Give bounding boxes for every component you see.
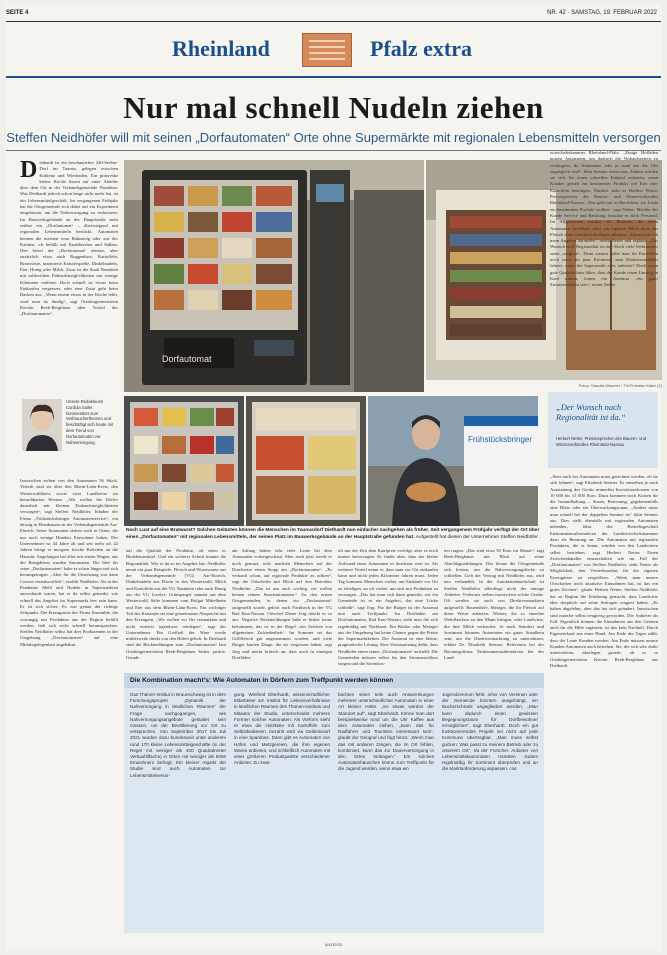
- caption-tail: Aufgestellt hat diesen der Unternehmer Steffen Neidhöfer.: [415, 534, 539, 540]
- article-column-7: wirtschaftskammer Rheinland-Pfalz. „Einige Hofläden nutzen Automaten, um dadurch die Verkaufszeiten zu verlängern, da Automaten teils ja rund um die Uhr zugänglich sind“, führt Seemer weiter aus. Zudem würden sie sich für einen schnellen Einkauf anbieten, wenn Kunden gezielt ein bestimmtes Produkt wie Eier oder Kartoffeln benötigen. Ähnlich sieht es Herbert Netter, Pressesprecher des Bauern- und Winzerverbandes Rheinland-Nassau. „Das geht nur in Bereichen, wo Leute ein bestimmtes Produkt wollen“, sagt Netter. Möchte der Kunde Service und Beratung, brauche es doch Personal. Im Allgemeinen würden die Betriebe, die einen Automaten betrieben, etwa zur eigenen Milch noch das Fleisch eines Landwirtskollegen anbieten. „Dann kann ich mein Angebot abrunden“, meint Netter und ergänzt: „Der Wunsch nach Regionalität ist da.“ Doch viele Verbraucher seien „wegfaul“. Denn warum sollte man für Kartoffeln noch extra ein paar Kilometer zum Direktvermarkter fahren, wenn der Supermarkt alles anbietet? Doch wenn gute Qualität dazu führe, dass der Kunde einen Umweg in Kauf nimmt, könne ein Automat „ein guter Zusatzverdienst sein“, meint Netter.: [550, 150, 658, 288]
- article-text: iethardt ist ein beschauliches 240-Seelen-Dorf im Taunus, gelegen zwischen Koblenz und Wiesbaden. Ein pittoreske kleine Kirche thront auf einer Anhöhe über dem Ort in der Verbandsgemeinde Nastätten. Was Diethardt jedoch schon lange nicht mehr hat, ist ein Lebensmittelgeschäft. Im vergangenen Frühjahr hat die Ortsgemeinde sich daher auf ein Experiment eingelassen, um die Nahversorgung zu verbessern: Im Bauwerksgebäude an der Hauptstraße steht seither ein „Dorfautomat“ – überwiegend mit regionalen Lebensmitteln bestückt. Automaten kennen die meisten vom Bahnsteig oder aus der Kantine, oft befüllt mit Knabbereien und Süßem. Den bietet der „Dorfautomat“ ebenso, aber zusätzlich etwa auch Roggenbrot, Kartoffeln, Bratwürste, marinierte Kräuterspieße, Dinkelnudeln, Eier, Honig oder Milch. Zwar ist die Stadt Nastätten mit zahlreichen Einkaufsmöglichkeiten nur wenige Kilometer entfernt. Doch schnell ist etwas beim Einkaufen vergessen, oder eine Zutat geht beim Backen aus. „Wenn einem etwas in der Küche fehlt, wird man da fündig“, sagt Ortsbürgermeisterin Kerstin Reek-Bergbäuer über Vorteil des „Dorfautomaten“.: [20, 160, 118, 317]
- info-column-2: gung. Winfried Eberhardt, wissenschaftlicher Mitarbeiter am Institut für Lebensverhältnisse in ländlichen Räumen des Thünen-Instituts und Mitautor der Studie, unterscheidet mehrere Formen solcher Automaten: Als Vorform sieht er etwa die Holzkiste mit Kartoffeln zum Selbstbedienen, bezahlt wird via Geldeinwurf in eine Spardose. Dann gibt es Automaten von Höfen und Metzgereien, die ihre eigenen Waren anbieten, und schließlich Automaten mit einer größeren Produktpalette verschiedener Anbieter. Zu zwei-: [234, 692, 330, 766]
- photo-regional-products: [246, 396, 366, 526]
- van-sign: Frühstücksbringer: [468, 435, 533, 444]
- article-column-5: oft mit der Zeit dem Kaufpreis verfolgt, aber es noch immer bevorzugen. Er findet aber, dass der kleine Aufwand eines Automaten es durchaus wert ist. Als weiterer Vorteil nennt er, dass man vor Ort einkaufen kann und nicht jeden Kilometer fahren muss. Jeden Tag kommen Menschen vorbei, um Einkäufe vor Ort zu erledigen, zu oft vorbei, um sich mit Produkten zu versorgen. „Das hat man sich dann gemerkt, wir ein Gemeinde ist es ein Angebot, das eine Lücke schließt“, sagt Jörg. Für die Bürger ist der Automat nun auch Treffpunkt. Im Dorfladen am Dorfautomaten, Bad Ems-Nassau, sieht man die sich regelmäßig mit Nachbarn. Ein Bäcker oder Metzger aus der Umgebung hat keine Chance gegen die Preise der Supermarktketten. Der Automat ist eine kleine, pragmatische Lösung. Eine Voraussetzung dafür, dass Neidhöfer einen seiner „Dorfautomaten“ aufstellt: Die Gemeinden müssen selbst für den Stromanschluss sorgen und die Stromkos-: [338, 548, 438, 667]
- section-title-left: Rheinland: [172, 36, 270, 61]
- article-column-8: „Aber auch bei Automaten muss gerechnet werden, ob sie sich lohnen“, sagt Elisabeth Seemer. Es entstehen je nach Ausstattung des Geräts immerhin Investitionskosten von 10 000 bis 15 000 Euro. Dazu kommen noch Kosten für die Instandhaltung – Strom, Betreuung, gegebenenfalls eine Hütte oder ein Überwachungsraum. „Anders muss man schnell bei der doppelten Summe ist“ führt Seemer aus. Dies stellt ebenfalls mit regionalen Automaten nebenbei, führt des Betriebsgeschäft Einkommensalternativen der Landwirtschaftskammer dazu als Beratung an. Die Automaten mit regionalen Produkten, die er kennt, würden von den Landwirten selbst betrieben, sagt Herbert Netter. Einen Zwischenhändler einzuschalten wie im Fall der „Dorfautomaten“ von Steffen Neidhöfer, sieht Netter als Möglichkeit, den Vertriebsradius für die eigenen Erzeugnisse zu vergrößern. „Wenn man unsere Ortschaften noch attraktive Einnahmen hat, ist das ein gutes Zeichen“, glaubt Herbert Netter. Steffen Neidhöfer hat zu Beginn die Erfahrung gemacht, dass Landwirte eher skeptisch auf seine Anfragen reagiert haben. „Es haben abgelehnt, aber das hat sich geändert. Inzwischen sind manche selbst neugierig geworden. Die Anbieter als Fall. Eigentlich können die Einnahmen aus den Geräten auch für die Hilfe ergänzen, ist das kein Nachteil. Durch Eigenverkauf aus einer Hand. Am Ende des Tages zählt, dass die Leute Kunden werden. Am Ende müssen unsere Kunden Automaten auch bestehen. Sie, die sich sehr dafür interessieren, überlegen gerade, ob es so Ortsbürgermeisterin Kerstin Reek-Bergbäuer aus Diethardt.: [550, 474, 658, 668]
- photo-caption: [126, 528, 540, 541]
- dropcap: D: [20, 160, 38, 183]
- headline: Nur mal schnell Nudeln ziehen: [123, 90, 544, 125]
- vending-machine-illustration: [124, 160, 424, 392]
- caption-lead: Noch Lust auf eine Bratwurst? Solchen Gelüsten können die Menschen im Taunusdorf Diethardt nun einfacher nachgehen als früher. Seit vergangenem Frühjahr verfügt der Ort über einen „Dorfautomaten“ mit regionalen Lebensmitteln, der seinen Platz im Bauwerksgebäude an der Hauptstraße gefunden hat.: [126, 528, 540, 540]
- subheadline: Steffen Neidhöfer will mit seinen „Dorfautomaten“ Orte ohne Supermärkte mit regionalen Lebensmitteln versorgen: [6, 130, 661, 145]
- section-title-right: Pfalz extra: [370, 36, 472, 61]
- info-box-title: Die Kombination macht's: Wie Automaten in Dörfern zum Treffpunkt werden können: [130, 677, 394, 684]
- info-column-4: Jugendzentrum fehlt. Infos von Vereinen oder der Gemeinde könnten ausgehängt, ein Bücherschrank angegliedert werden. „Man kann dadurch einen gewissen Begegnungsraum für Dorfbewohner ermöglichen“, sagt Eberhardt. Doch ein gut funktionierendes Projekt sei nicht auf jede Kommune übertragbar. „Man muss selbst gucken: Was passt zu meinem Betrieb oder zu unserem Ort“, rät der Forscher. Anbieter von Lebensmittelautomaten müssten zudem regelmäßig ihr Sortiment überprüfen und an die Marktanforderung anpassen. cos: [442, 692, 538, 772]
- page-number: SEITE 4: [6, 10, 29, 16]
- state-flag-icon: [302, 33, 352, 67]
- article-column-4: am Anfang hätten sehr viele Leute bei dem Automaten vorbeigeschaut. Aber auch jetzt werde er noch genutzt, teils machten Menschen auf der Durchreise einen Stopp am „Dorfautomaten“. „Es verkauft schon, auf regionale Produkte zu achten“, sagt die Ortschefin mit Blick auf den Betreiber Neidhöfer. „Das ist uns auch wichtig, wir wollen keinen reinen Snackautomaten.“ Zu den ersten Ortsgemeinden, in denen ein „Dorfautomat“ aufgestellt wurde, gehört auch Fachbach in der VG Bad Ems-Nassau. Ortschef Dieter Jörg drückt es so aus: Negative Rückmeldungen habe er bisher keine bekommen, das ist in der Regel „ein Zeichen von allgemeiner Zufriedenheit“. Im Sommer sei das Grillfleisch gut angenommen worden, und viele Bürger kaufen Dinge, die sie vergessen haben, sagt Jörg und merkt kritisch an, dass auch in einzigen Dorfläden: [232, 548, 332, 661]
- section-banner: [6, 32, 661, 72]
- issue-date: NR. 42 · SAMSTAG, 19. FEBRUAR 2022: [547, 10, 657, 16]
- info-column-1: Das Thünen-Institut in Braunschweig ist in dem Forschungsprojekt „Dynamik der Nahversorgung in ländlichen Räumen“ der Frage nachgegangen, wie Nahversorgungsangebote gestaltet sein müssen, um der Bevölkerung vor Ort zu entsprechen. Von September 2017 bis Juli 2021 wurden dazu bundesweit unter anderem rund 170 kleine Lebensmittelgeschäfte (in der Regel mit weniger als 400 Quadratmeter Verkaufsfläche) in Orten mit weniger als 5000 Einwohnern befragt. Ein kleiner Aspekt der Studie sind auch Automaten zur Lebensmittelversor-: [130, 692, 226, 778]
- machine-sign: Dorfautomat: [162, 354, 212, 364]
- author-box: [22, 399, 114, 471]
- section-rule: [6, 76, 661, 78]
- author-avatar: [22, 399, 62, 451]
- quote-attribution: Herbert Netter, Pressesprecher des Bauern- und Winzerverbandes Rheinland-Nassau: [556, 436, 647, 447]
- photo-steffen-neidhoefer: [368, 396, 538, 526]
- quote-text: „Der Wunsch nach Regionalität ist da.“: [556, 402, 626, 422]
- header-rule: [6, 21, 661, 22]
- article-column-1: [20, 160, 118, 396]
- photo-machine-shelves: [124, 396, 244, 526]
- newspaper-page: [6, 4, 661, 951]
- page-footer: ANZEIGE: [324, 942, 343, 947]
- quote-box: [548, 392, 658, 468]
- article-column-3: auf die Qualität der Produkte, oft seien es Biolebensmittel. Und ein weiterer Schritt konnte die Regionalität. Wie er da so im Angebot hat: Neidhöfer nennt ein paar Beispiele: Fleisch und Wurstwaren aus der Verbandsgemeinde (VG) Aar-Einrich, Dinkelnudeln aus Flacht in den Westerwald, Milch und Kartoffeln aus der VG Nastätten oder auch Honig aus der VG Loreley. Grünspargel stammt aus dem Westerwald, Säfte kommen vom Hofgut Mittelheim und Eier aus dem Rhein-Lahn-Kreis. Ein wichtiger Teil des Konzepts sei eine gemeinsame Absprache mit den Erzeugern. „Wir wollen vor Ort vermarkten und nicht einfach irgendwas reinlegen“, sagt der Unternehmer. Ein Großteil der Ware werde mittlerweile direkt von den Höfen geholt. In Diethardt sind die Rückmeldungen zum „Dorfautomaten“ laut Ortsbürgermeisterin Reek-Bergbäuer bisher positiv. Gerade: [126, 548, 226, 661]
- author-bio: Unsere Redakteurin Cordula Sailer kommentiert zum Verbraucherthemen und beschäftigt sich heute mit dem Trend von Dorfautomaten zur Nahversorgung.: [66, 399, 114, 445]
- photo-vending-machine: [124, 160, 424, 392]
- info-column-3: bachten seien teils auch Ansammlungen mehrerer unterschiedlicher Automaten in einer Art kleiner Hütte. „So etwas werden der Standort auf“, sagt Eberhardt. Könne man dort beispielsweise rund um die Uhr Kaffee aus dem Automaten ziehen, „kann das für Radfahrer und Touristen interessant sein“, glaubt der Geograf und fügt hinzu: „Wenn man das mit anderen Dingen, die im Ort fehlen, kombiniert, kann das zur Dauerversorgung in den Orten beitragen.“ Ein solches Automatenhäuschen könne zum Treffpunkt für die Jugend werden, wenn etwa ein: [338, 692, 434, 772]
- article-column-6: ten tragen. „Das sind etwa 50 Euro im Monat“, sagt Reek-Bergbäuer mit Blick auf seine Abschlagszahlungen. Das könne die Ortsgemeinde sich leisten, um die Nahversorgungslücke zu schließen. Lieft der Vertrag mit Neidhöfer aus, wird neu verhandelt. In der Automatenlandschaft ist Steffen Neidhöfer allerdings nicht der einzige Anbieter. Vielerorts stehen inzwischen solche Geräte. Oft werden sie auch von Direktvermarktern aufgestellt: Bauernhöfe, Metzger, die ihr Fleisch auf diese Weise anbieten, Winzer, die so einzelne Weinflaschen an den Mann bringen, oder Landwirte, die ihre Milch verkaufen. Je nach Standort und Sortiment könnten Automaten ein gutes Standbein sein, um die Direktvermarktung zu unterstützen, erklärt Dr. Elisabeth Seemer, Referentin bei der Beratungsfirma Einkommensalternativen bei der Land-: [444, 548, 544, 661]
- article-column-2: Inzwischen stehen von den Automaten 56 Stück. Verteilt sind sie über den Rhein-Lahn-Kreis, den Westerwaldkreis sowie zwei Landkreise im benachbarten Hessen. „Wir wollen die Dörfer dauerhaft mit kleinen Einkaufsmöglichkeiten versorgen“, sagt Steffen Neidhöfer, Inhaber der Firma „Frühstücksbringer Automatenservice“, ein ökosig in Ebenhausen in der Verbandsgemeinde Aar-Einrich. Seine Automaten stehen auch in Orten, die nur noch wenige Hundert Einwohner haben. Der Unternehmer ist 44 Jahre alt und seit mehr als 22 Jahren bringt er morgens frische Brötchen an die Haustür. Angefangen hat alles mit einem Wagen, aus der Bringdienst wurden Automaten. Die Idee für seine „Dorfautomaten“ habe er schon länger mit sich herumgetragen. „Aber für die Umsetzung war dann Corona verantwortlich“, erzählt Neidhöfer. Als in der Pandemie Mehl und Nudeln in Supermärkten ausverkauft waren, hat er da selbst gemerkt, wie schnell das Angebot im Supermarkt leer sein kann. Er ist sich sicher: Es war genau der richtige Zeitpunkt. Die Erzeugnisse der Firma Ensemble, die vorrangig mit Produkten aus der Region befüllt werden, ließ sich recht schnell herumsprechen. Steffen Neidhöfer selbst hat drei Produzenten in der Umgebung „Dorfautomaten“ auf eine Mitfahrgelegenheit angebahnt.: [20, 478, 118, 647]
- info-box: [124, 673, 544, 933]
- photo-credit: Fotos: Sascha Ditscher / TV/Christian Kater (2): [578, 383, 662, 388]
